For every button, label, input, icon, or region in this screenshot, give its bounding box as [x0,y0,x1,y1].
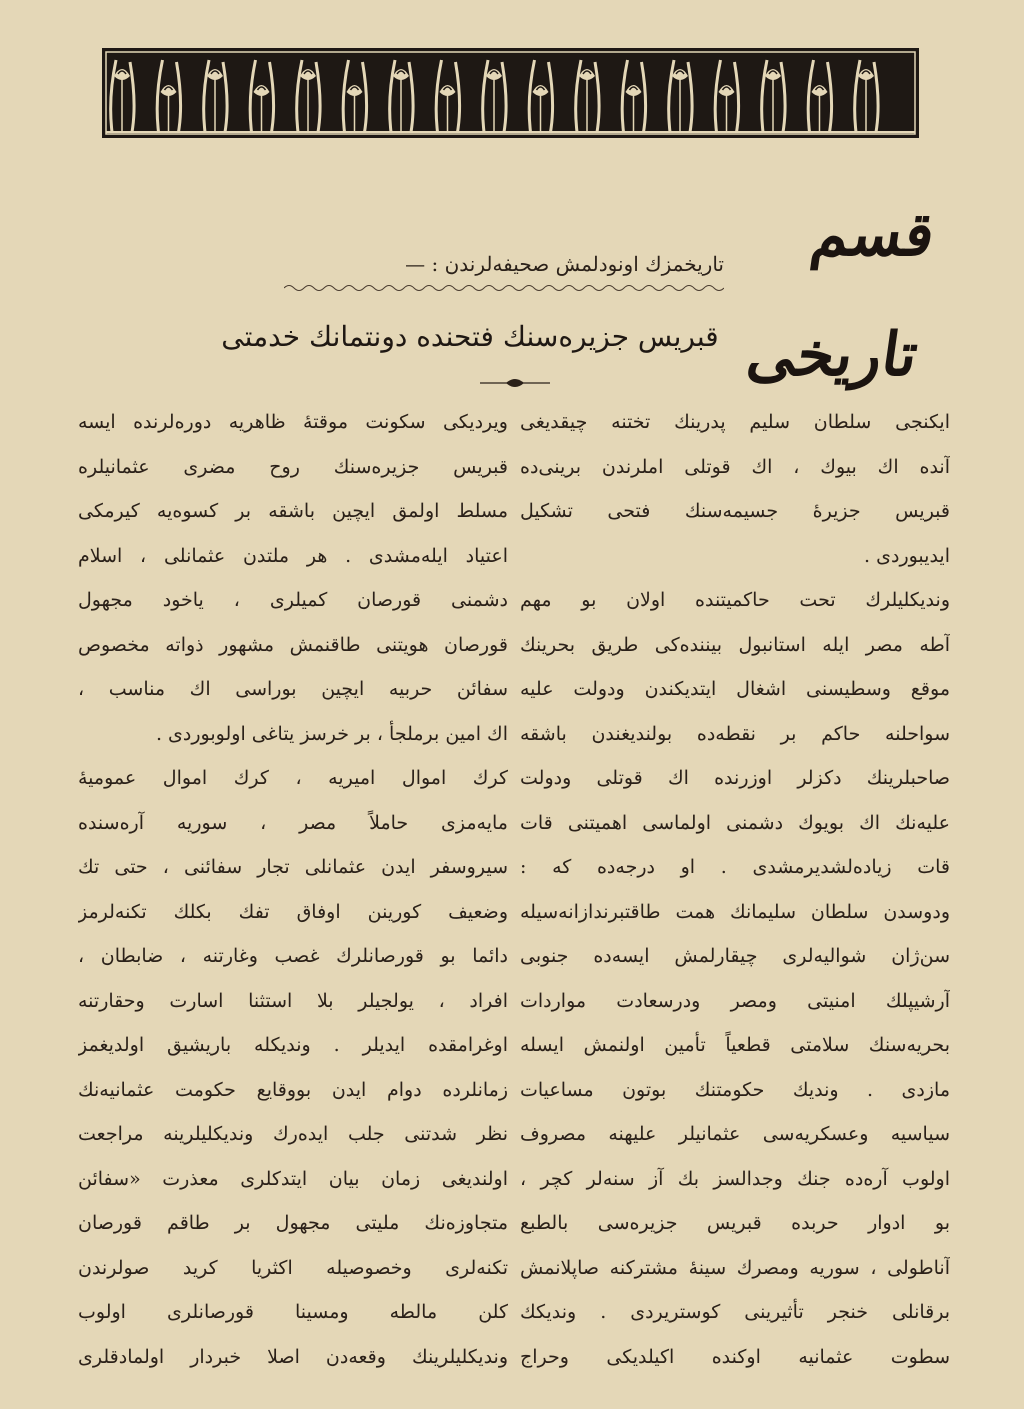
text-line: اولنديغى زمان بيان ايتدكلرى معذرت «سفائن [78,1167,508,1190]
text-line: سيروسفر ايدن عثمانلى تجار سفائنى ، حتى تك [78,856,508,878]
text-line: اولوب آره‌ده جنك وجدالسز بك آز سنه‌لر كچر ، [520,1167,950,1190]
title-ornament [480,376,550,390]
text-line: سن‌ژان شواليه‌لرى چيقارلمش ايسه‌ده جنوبى [520,945,950,967]
text-line: موقع وسطيسنى اشغال ايتديكندن ودولت عليه [520,678,950,700]
text-line: آناطولى ، سوريه ومصرك سينهٔ مشتركنه صاپلانمش [520,1256,950,1279]
text-line: دائما بو قورصانلرك غصب وغارتنه ، ضابطان ، [78,945,508,967]
subtitle: تاريخمزك اونودلمش صحيفه‌لرندن : — [405,252,724,276]
iris-pattern [102,48,919,138]
text-line: وضعيف كورينن اوفاق تفك بكلك تكنه‌لرمز [78,900,508,923]
text-line: زمانلرده دوام ايدن بووقايع حكومت عثمانيه‌نك [78,1078,508,1101]
text-line: مازدى . ونديك حكومتنك بوتون مساعيات [520,1078,950,1101]
decorative-iris-banner [102,48,919,138]
text-line: ونديكليلرينك وقعه‌دن اصلا خبردار اولمادقلرى [78,1345,508,1368]
text-line: كرك اموال اميريه ، كرك اموال عموميهٔ [78,767,508,789]
text-line: صاحبلرينك دكزلر اوزرنده اك قوتلى ودولت [520,767,950,789]
text-line: ويرديكى سكونت موقتهٔ ظاهريه دوره‌لرنده ايسه [78,411,508,433]
text-line: ايكنجى سلطان سليم پدرينك تختنه چيقديغى [520,411,950,433]
text-line: افراد ، يولجيلر بلا استثنا اسارت وحقارتنه [78,989,508,1012]
text-line: سطوت عثمانيه اوكنده اكيلديكى وحراج [520,1345,950,1368]
text-column-left [78,400,508,1379]
text-line: آنده ا‌ك بيوك ، اك قوتلى املرندن برينى‌ده [520,455,950,478]
text-line: عليه‌نك اك بويوك دشمنى اولماسى اهميتنى قات [520,811,950,834]
text-line: قبريس جزيره‌سنك روح مضرى عثمانيلره [78,455,508,478]
text-line: سواحلنه حاكم بر نقطه‌ده بولنديغندن باشقه [520,722,950,745]
text-line: قورصان هويتنى طاقنمش مشهور ذواته مخصوص [78,633,508,656]
text-line: دشمنى قورصان كميلرى ، ياخود مجهول [78,589,508,611]
text-line: كلن مالطه ومسينا قورصانلرى اولوب [78,1301,508,1323]
wavy-underline [284,282,724,294]
text-column-right [520,400,950,1379]
text-line: ودوسدن سلطان سليمانك همت طاقتبرندازانه‌سيله [520,900,950,923]
text-line: ونديكليلرك تحت حاكميتنده اولان بو مهم [520,589,950,611]
article-title: قبريس جزيره‌سنك فتحنده دونتمانك خدمتى [221,320,719,353]
text-line: متجاوزه‌نك مليتى مجهول بر طاقم قورصان [78,1212,508,1234]
text-line: نظر شدتنى جلب ايده‌رك ونديكليلرينه مراجعت [78,1123,508,1145]
text-line: قبريس جزيرهٔ جسيمه‌سنك فتحى تشكيل [520,500,950,522]
section-title: قسم تاريخى [742,200,939,390]
text-line: قات زياده‌لشديرمشدى . او درجه‌ده كه : [520,856,950,878]
text-line: اوغرامقده ايديلر . ونديكله باريشيق اولديغمز [78,1034,508,1056]
text-line: برقانلى خنجر تأثيرينى كوستريردى . ونديكك [520,1301,950,1323]
text-line: آطه مصر ايله استانبول بيننده‌كى طريق بحرينك [520,633,950,656]
text-line: تكنه‌لرى وخصوصيله اكثريا كريد صولرندن [78,1256,508,1279]
text-line: اعتياد ايله‌مشدى . هر ملتدن عثمانلى ، اسلام [78,544,508,567]
text-line: آرشيپلك امنيتى ومصر ودرسعادت مواردات [520,989,950,1012]
text-line: مايه‌مزى حاملاً مصر ، سوريه آره‌سنده [78,811,508,834]
text-line: ايديبوردى . [864,544,950,567]
text-line: سفائن حربيه ايچين بوراسى اك مناسب ، [78,678,508,700]
text-line: مسلط اولمق ايچين باشقه بر كسوه‌يه كيرمكى [78,500,508,522]
text-line: بو ادوار حربده قبريس جزيره‌سى بالطبع [520,1212,950,1234]
text-line: بحريه‌سنك سلامتى قطعياً تأمين اولنمش ايسله‌ [520,1034,950,1056]
text-line: سياسيه وعسكريه‌سى عثمانيلر عليهنه مصروف [520,1123,950,1145]
text-line: اك امين برملجأ ، بر خرسز يتاغى اولوبوردى . [155,722,508,745]
